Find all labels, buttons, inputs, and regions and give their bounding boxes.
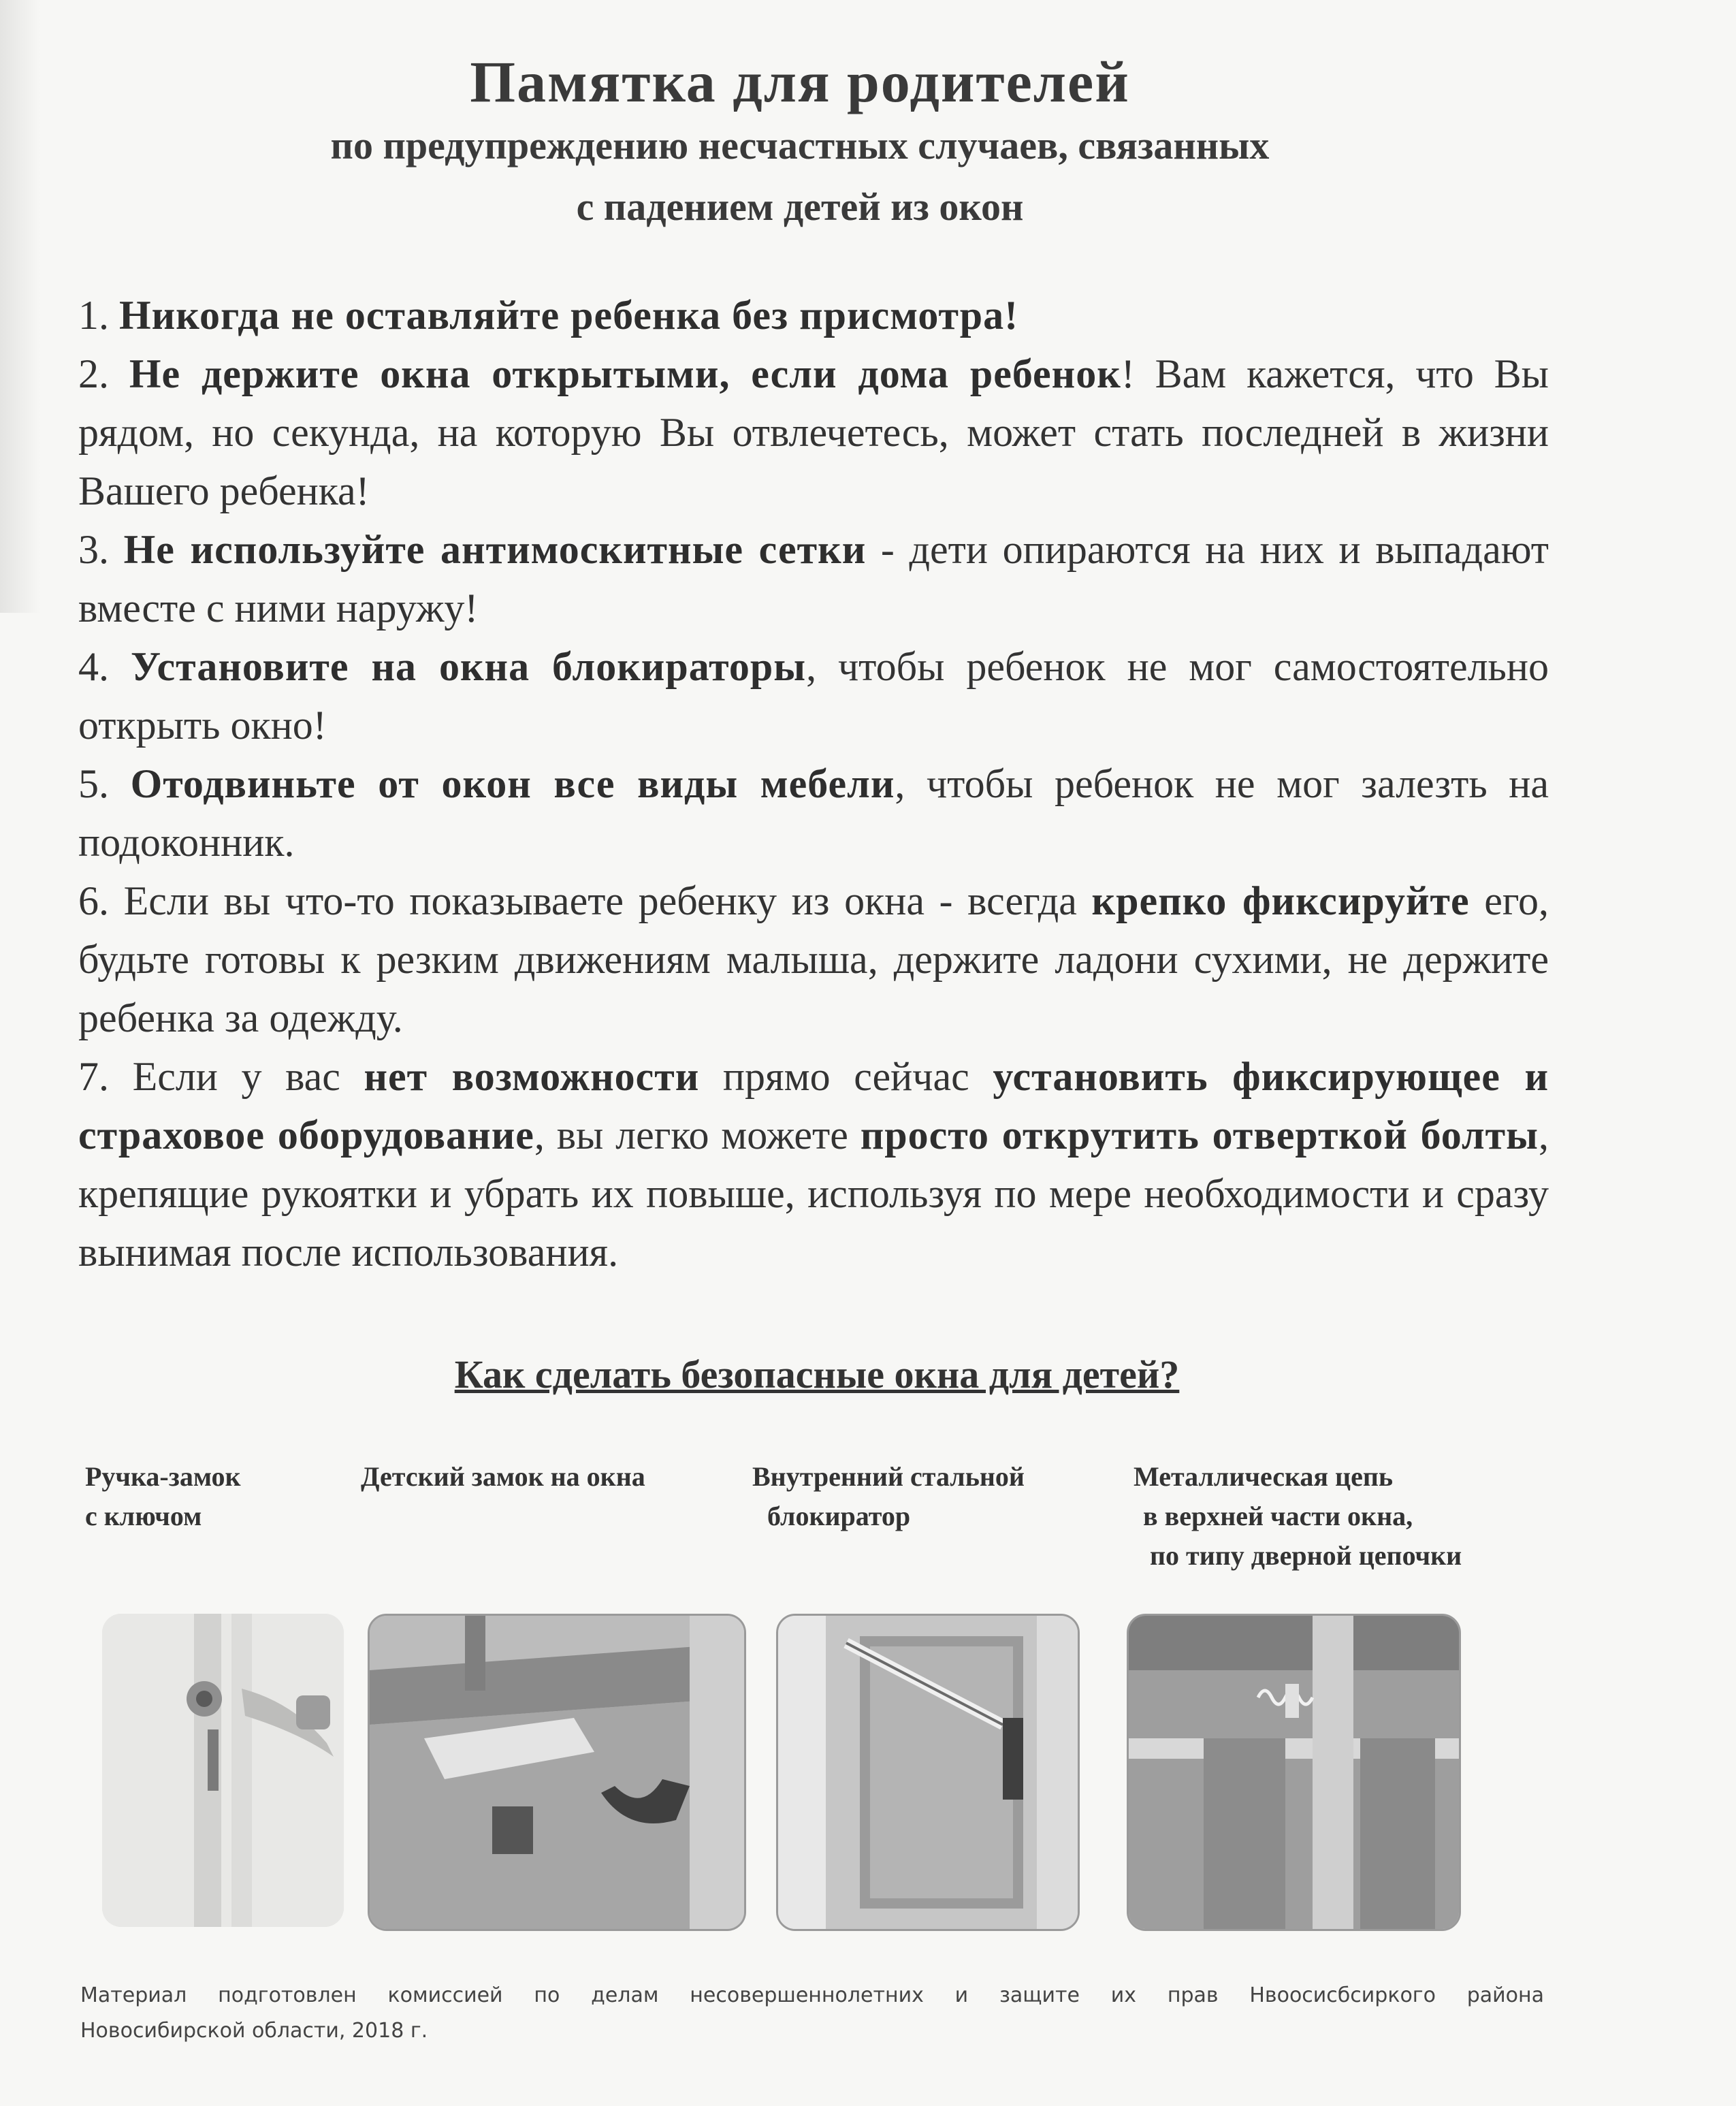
item-number: 5. bbox=[78, 761, 109, 806]
child-lock-photo bbox=[368, 1614, 746, 1931]
item-bold-text: крепко фиксируйте bbox=[1091, 878, 1470, 923]
item-text: ! Вам кажется, что Вы рядом, но секунда, на которую Вы отвлечетесь, может стать последней в жизни Вашего ребенка! bbox=[78, 351, 1549, 513]
caption-handle-lock bbox=[85, 1457, 241, 1536]
caption-line: в верхней части окна, bbox=[1143, 1501, 1413, 1531]
caption-line: блокиратор bbox=[767, 1501, 911, 1531]
item-number: 6. bbox=[78, 878, 109, 923]
item-number: 7. bbox=[78, 1054, 109, 1099]
item-text: Если вы что-то показываете ребенку из окна - всегда bbox=[109, 878, 1092, 923]
item-number: 3. bbox=[78, 527, 109, 572]
item-bold-text: установить фиксирующее и страховое оборудование bbox=[78, 1054, 1549, 1158]
item-text: , чтобы ребенок не мог залезть на подоконник. bbox=[78, 761, 1549, 865]
item-bold-text: Отодвиньте от окон все виды мебели bbox=[130, 761, 895, 806]
item-text: , чтобы ребенок не мог самостоятельно открыть окно! bbox=[78, 644, 1549, 748]
list-item bbox=[78, 1047, 1549, 1281]
item-text: , вы легко можете bbox=[534, 1113, 861, 1158]
caption-line: Ручка-замок bbox=[85, 1461, 241, 1492]
rules-list bbox=[78, 286, 1549, 1281]
item-number: 4. bbox=[78, 644, 109, 689]
page-subtitle-line-2: с падением детей из окон bbox=[576, 185, 1024, 229]
item-bold-text: Никогда не оставляйте ребенка без присмотра! bbox=[119, 293, 1019, 338]
list-item bbox=[78, 286, 1549, 345]
caption-child-lock bbox=[361, 1457, 645, 1497]
caption-steel-blocker bbox=[752, 1457, 1025, 1536]
item-text: - дети опираются на них и выпадают вместе с ними наружу! bbox=[78, 527, 1549, 631]
item-bold-text: Не используйте антимоскитные сетки bbox=[123, 527, 867, 572]
item-text: Если у вас bbox=[109, 1054, 364, 1099]
section-heading: Как сделать безопасные окна для детей? bbox=[454, 1352, 1180, 1397]
footer-line: Материал подготовлен комиссией по делам несовершеннолетних и защите их прав Нвоосисбсиркого района bbox=[80, 1983, 1544, 2007]
item-number: 1. bbox=[78, 293, 109, 338]
footer-line: Новосибирской области, 2018 г. bbox=[80, 2019, 428, 2043]
caption-metal-chain bbox=[1134, 1457, 1462, 1576]
item-text: его, будьте готовы к резким движениям малыша, держите ладони сухими, не держите ребенка за одежду. bbox=[78, 878, 1549, 1040]
list-item bbox=[78, 754, 1549, 872]
list-item bbox=[78, 520, 1549, 637]
footer-note bbox=[80, 1978, 1544, 2049]
item-bold-text: нет возможности bbox=[364, 1054, 700, 1099]
caption-line: Металлическая цепь bbox=[1134, 1461, 1394, 1492]
item-bold-text: просто открутить отверткой болты bbox=[860, 1113, 1539, 1158]
caption-line: Внутренний стальной bbox=[752, 1461, 1025, 1492]
metal-chain-photo bbox=[1127, 1614, 1461, 1931]
item-bold-text: Установите на окна блокираторы bbox=[130, 644, 807, 689]
item-text: , крепящие рукоятки и убрать их повыше, используя по мере необходимости и сразу вынимая после использования. bbox=[78, 1113, 1549, 1275]
item-bold-text: Не держите окна открытыми, если дома ребенок bbox=[129, 351, 1121, 396]
list-item bbox=[78, 872, 1549, 1047]
item-number: 2. bbox=[78, 351, 109, 396]
caption-line: с ключом bbox=[85, 1501, 202, 1531]
list-item bbox=[78, 637, 1549, 754]
caption-line: Детский замок на окна bbox=[361, 1461, 645, 1492]
caption-line: по типу дверной цепочки bbox=[1150, 1540, 1462, 1571]
steel-blocker-photo bbox=[776, 1614, 1080, 1931]
handle-lock-photo bbox=[102, 1614, 344, 1927]
page-subtitle-line-1: по предупреждению несчастных случаев, связанных bbox=[330, 123, 1270, 167]
item-text: прямо сейчас bbox=[699, 1054, 993, 1099]
page-title: Памятка для родителей bbox=[470, 49, 1130, 114]
list-item bbox=[78, 345, 1549, 520]
